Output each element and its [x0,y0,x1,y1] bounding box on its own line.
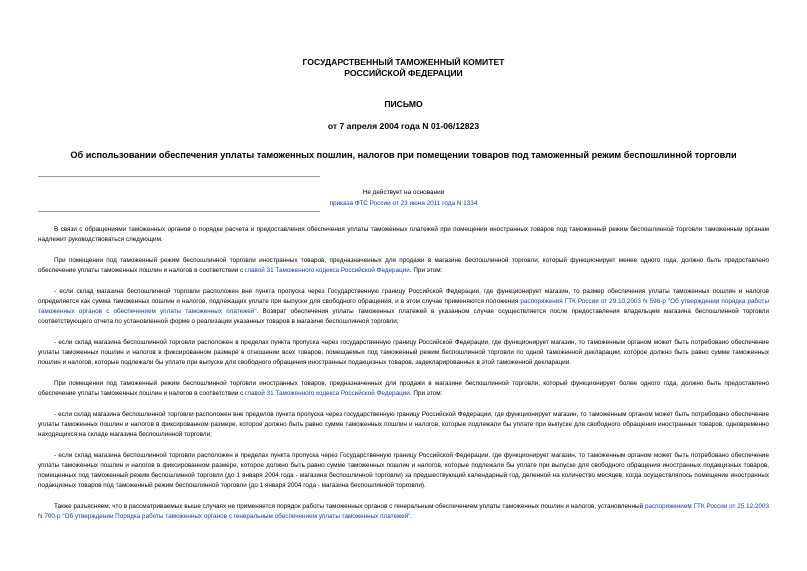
paragraph-warehouse-inside-2: - если склад магазина беспошлинной торговли расположен в пределах пункта пропуска через Государственную границу Российской Федерации, где функционирует магазин, то таможенным органом может быть потребовано обеспечение уплаты таможенных пошлин и налогов в фиксированном размере, которое должно быть равно сумме таможенных пошлин и налогов, которые подлежали бы уплате при выпуске для свободного обращения иностранных подакцизных товаров, помещенных под таможенный режим беспошлинной торговли (до 1 января 2004 года - магазина беспошлинной торговли) за предшествующий календарный год, деленной на количество месяцев, когда осуществлялось помещение иностранных подакцизных товаров под таможенный режим беспошлинной торговли (до 1 января 2004 года - магазина беспошлинной торговли). [38,452,769,489]
document-subject: Об использовании обеспечения уплаты таможенных пошлин, налогов при помещении товаров под таможенный режим беспошлинной торговли [70,150,737,160]
paragraph-warehouse-outside [38,287,769,327]
paragraph-warehouse-outside-2: - если склад магазина беспошлинной торговли расположен вне пределов пункта пропуска через государственную границу Российской Федерации, где функционирует магазин, то таможенным органом может быть потребовано обеспечение уплаты таможенных пошлин и налогов в фиксированном размере, которое должно быть равно сумме таможенных пошлин и налогов, которые подлежали бы уплате при выпуске для свободного обращения иностранных товаров, одновременно находящихся на складе магазина беспошлинной торговли; [38,411,769,438]
authority-line-2: РОССИЙСКОЙ ФЕДЕРАЦИИ [344,68,463,78]
text: . При этом: [409,390,443,397]
divider-bottom [38,211,320,212]
text: . При этом: [409,267,443,274]
status-link[interactable]: приказа ФТС России от 23 июня 2011 года N 1334 [329,200,478,207]
paragraph-clarification [38,502,769,522]
paragraph-less-than-year [38,256,769,276]
paragraph-intro: В связи с обращениями таможенных органов о порядке расчета и предоставления обеспечения уплаты таможенных платежей при помещении иностранных товаров под таможенный режим беспошлинной торговли таможенным органам надлежит руководствоваться следующим. [38,226,769,243]
tc-chapter-31-link[interactable]: главой 31 Таможенного кодекса Российской Федерации [245,267,410,274]
document-type: ПИСЬМО [384,99,423,109]
authority-line-1: ГОСУДАРСТВЕННЫЙ ТАМОЖЕННЫЙ КОМИТЕТ [302,57,505,67]
text: - если склад магазина беспошлинной торговли расположен вне пункта пропуска через Государственную границу Российской Федерации, где функционирует магазин, то размер обеспечения уплаты таможенных пошлин и налогов определяется как сумма таможенных пошлин и налогов, подлежащих уплате при выпуске для свободного обращения, и в этом случае применяются положения [38,288,769,305]
issuing-authority [0,57,807,79]
status-note [0,187,807,209]
order-700-link[interactable]: распоряжением ГТК России от 25.12.2003 N 700-р "Об утверждении Порядка работы таможенных органов с генеральным обеспечением уплаты таможенных платежей" [38,503,769,520]
text: При помещении под таможенный режим беспошлинной торговли иностранных товаров, предназначенных для продажи в магазине беспошлинной торговли, который функционирует более одного года, должно быть предоставлено обеспечение уплаты таможенных пошлин и налогов в соответствии с [38,380,769,397]
text: . Возврат обеспечения уплаты таможенных платежей в указанном случае осуществляется после предоставления владельцем магазина беспошлинной торговли соответствующего отчета по установленной форме о реализации указанных товаров в магазине беспошлинной торговли; [38,308,769,325]
text: Также разъясняем, что в рассматриваемых выше случаях не применяется порядок работы таможенных органов с генеральным обеспечением уплаты таможенных пошлин и налогов, установленный [54,503,645,510]
status-text: Не действует на основании [362,189,445,196]
document-date-number: от 7 апреля 2004 года N 01-06/12823 [327,121,480,131]
document-body [38,225,769,533]
tc-chapter-31-link-2[interactable]: главой 31 Таможенного кодекса Российской Федерации [245,390,410,397]
paragraph-more-than-year [38,379,769,399]
text: . [410,513,413,520]
paragraph-warehouse-inside: - если склад магазина беспошлинной торговли расположен в пределах пункта пропуска через государственную границу Российской Федерации, где функционирует магазин, то таможенным органом может быть потребовано обеспечение уплаты таможенных пошлин и налогов в фиксированном размере в отношении всех товаров, помещаемых под таможенный режим беспошлинной торговли по одной таможенной декларации, которое должно быть равно сумме таможенных пошлин и налогов, которые подлежали бы уплате при выпуске для свободного обращения иностранных подакцизных товаров, задекларированных в этой таможенной декларации. [38,339,769,366]
order-596-link[interactable]: распоряжения ГТК России от 29.10.2003 N 596-р "Об утверждении порядка работы таможенных органов с обеспечением уплаты таможенных платежей" [38,298,770,315]
divider-top [38,176,320,177]
text: При помещении под таможенный режим беспошлинной торговли иностранных товаров, предназначенных для продажи в магазине беспошлинной торговли, который функционирует менее одного года, должно быть предоставлено обеспечение уплаты таможенных пошлин и налогов в соответствии с [38,257,769,274]
